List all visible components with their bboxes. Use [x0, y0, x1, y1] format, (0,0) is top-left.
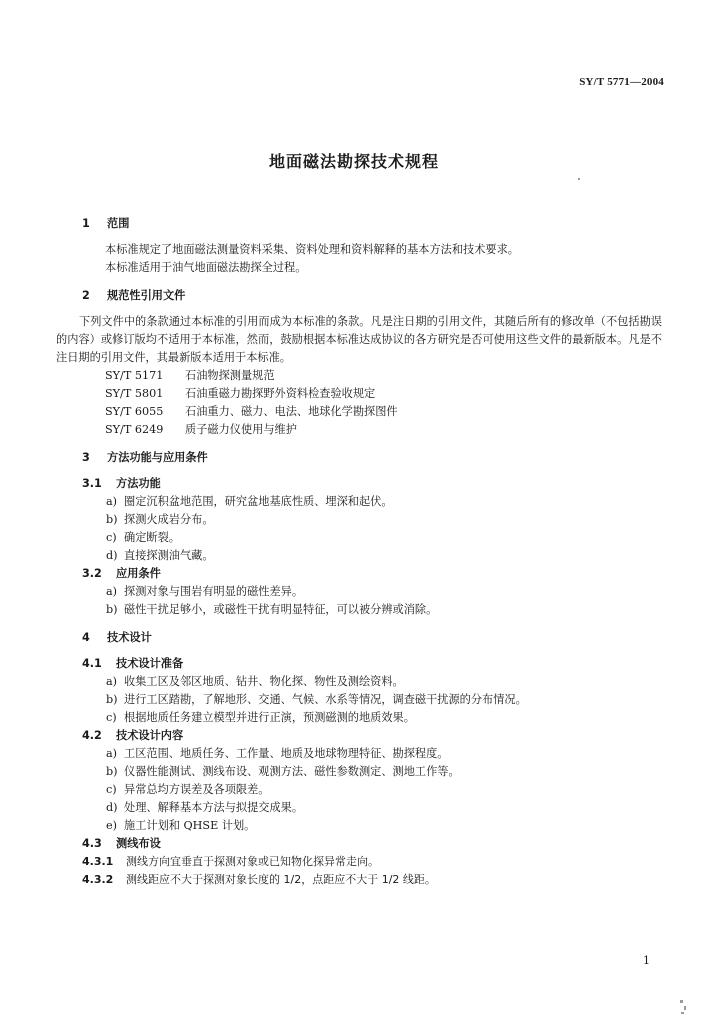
document-body [56, 215, 662, 889]
reference-name: 质子磁力仪使用与维护 [185, 423, 297, 436]
reference-item [82, 421, 662, 439]
section-number: 3 [82, 451, 90, 464]
list-item: e) 施工计划和 QHSE 计划。 [106, 819, 256, 832]
section-1-heading [82, 215, 662, 233]
reference-code: SY/T 5171 [105, 369, 164, 382]
document-title: 地面磁法勘探技术规程 [268, 152, 439, 171]
section-title: 技术设计 [107, 631, 152, 644]
list-item: c) 异常总均方误差及各项限差。 [106, 783, 270, 796]
list-item: b) 探测火成岩分布。 [106, 513, 214, 526]
section-4-1-heading [82, 655, 662, 673]
reference-name: 石油重磁力勘探野外资料检查验收规定 [185, 387, 376, 400]
section-title: 测线布设 [116, 837, 161, 850]
list-item: b) 磁性干扰足够小，或磁性干扰有明显特征，可以被分辨或消除。 [106, 603, 438, 616]
section-title: 技术设计内容 [116, 729, 184, 742]
reference-item [82, 385, 662, 403]
section-3-heading [82, 449, 662, 467]
section-number: 2 [82, 289, 90, 302]
section-number: 3.2 [82, 567, 102, 580]
list-item: b) 仪器性能测试、测线布设、观测方法、磁性参数测定、测地工作等。 [106, 765, 460, 778]
section-title: 方法功能与应用条件 [107, 451, 208, 464]
scan-speck [680, 1000, 683, 1003]
list-item: c) 根据地质任务建立模型并进行正演，预测磁测的地质效果。 [106, 711, 415, 724]
reference-name: 石油重力、磁力、电法、地球化学勘探图件 [185, 405, 398, 418]
standard-code: SY/T 5771—2004 [579, 76, 664, 88]
scan-speck [684, 1006, 686, 1010]
section-3-1-heading [82, 475, 662, 493]
section-title: 应用条件 [116, 567, 161, 580]
scan-speck [578, 178, 580, 180]
clause-4-3-1: 4.3.1 测线方向宜垂直于探测对象或已知物化探异常走向。 [82, 855, 379, 868]
paragraph: 下列文件中的条款通过本标准的引用而成为本标准的条款。凡是注日期的引用文件，其随后所有的修改单（不包括勘误的内容）或修订版均不适用于本标准，然而，鼓励根据本标准达成协议的各方研究是否可使用这些文件的最新版本。凡是不注日期的引用文件，其最新版本适用于本标准。 [56, 315, 662, 364]
scan-speck [681, 1012, 684, 1014]
section-4-heading [82, 629, 662, 647]
section-number: 4.2 [82, 729, 102, 742]
section-number: 1 [82, 217, 90, 230]
list-item: a) 圈定沉积盆地范围，研究盆地基底性质、埋深和起伏。 [106, 495, 393, 508]
section-number: 4.3 [82, 837, 102, 850]
clause-4-3-2: 4.3.2 测线距应不大于探测对象长度的 1/2，点距应不大于 1/2 线距。 [82, 873, 436, 886]
list-item: a) 工区范围、地质任务、工作量、地质及地球物理特征、勘探程度。 [106, 747, 449, 760]
section-title: 方法功能 [116, 477, 161, 490]
list-item: b) 进行工区踏勘，了解地形、交通、气候、水系等情况，调查磁干扰源的分布情况。 [106, 693, 527, 706]
reference-code: SY/T 5801 [105, 387, 164, 400]
reference-code: SY/T 6055 [105, 405, 164, 418]
paragraph: 本标准规定了地面磁法测量资料采集、资料处理和资料解释的基本方法和技术要求。 [105, 243, 519, 256]
section-title: 规范性引用文件 [107, 289, 186, 302]
list-item: a) 探测对象与围岩有明显的磁性差异。 [106, 585, 304, 598]
list-item: c) 确定断裂。 [106, 531, 180, 544]
section-title: 技术设计准备 [116, 657, 184, 670]
section-number: 4 [82, 631, 90, 644]
list-item: d) 直接探测油气藏。 [106, 549, 214, 562]
section-2-heading [82, 287, 662, 305]
reference-code: SY/T 6249 [105, 423, 164, 436]
list-item: a) 收集工区及邻区地质、钻井、物化探、物性及测绘资料。 [106, 675, 404, 688]
reference-item [82, 403, 662, 421]
section-3-2-heading [82, 565, 662, 583]
reference-name: 石油物探测量规范 [185, 369, 275, 382]
section-4-3-heading [82, 835, 662, 853]
reference-item [82, 367, 662, 385]
page-number: 1 [643, 954, 650, 967]
section-number: 4.1 [82, 657, 102, 670]
section-4-2-heading [82, 727, 662, 745]
list-item: d) 处理、解释基本方法与拟提交成果。 [106, 801, 304, 814]
section-title: 范围 [107, 217, 130, 230]
section-number: 3.1 [82, 477, 102, 490]
paragraph: 本标准适用于油气地面磁法勘探全过程。 [105, 261, 307, 274]
